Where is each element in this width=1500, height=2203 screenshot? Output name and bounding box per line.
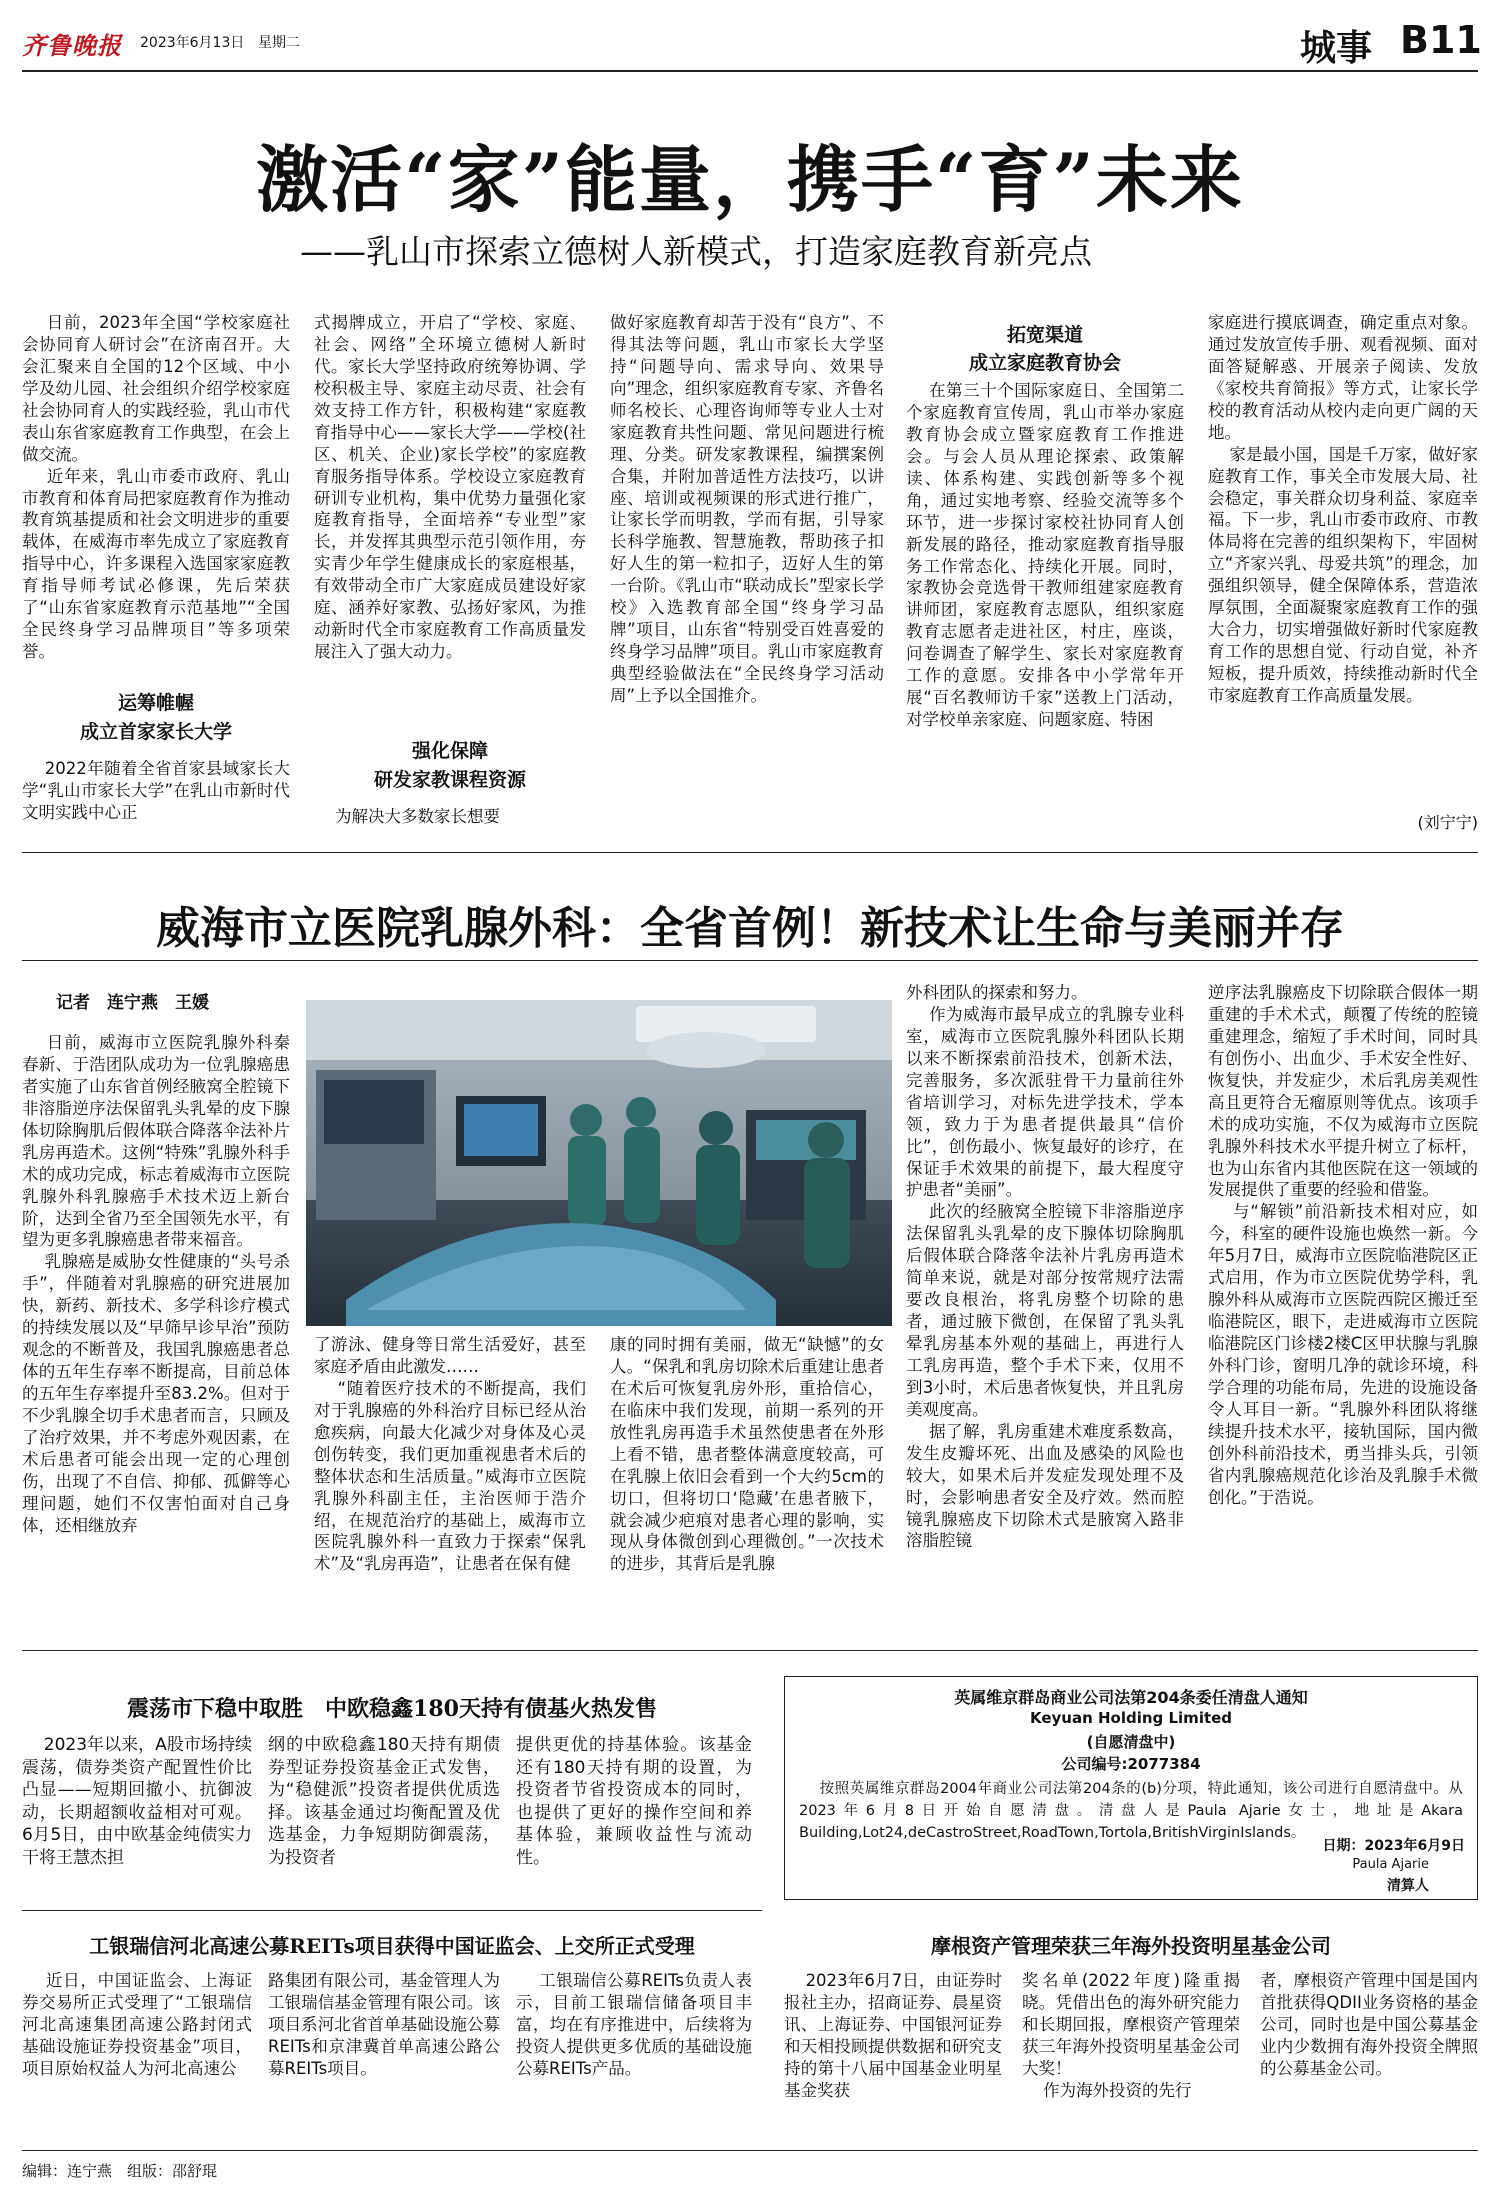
article4-col3: 工银瑞信公募REITs负责人表示，目前工银瑞信储备项目丰富，均在有序推进中，后续将为投资人提供更多优质的基础设施公募REITs产品。 — [516, 1971, 752, 2078]
article1-col1-head1: 运筹帷幄 — [117, 692, 194, 714]
article1-col4-head1: 拓宽渠道 — [1006, 324, 1083, 346]
article1-col5: 家庭进行摸底调查，确定重点对象。通过发放宣传手册、观看视频、面对面答疑解惑、开展亲子阅读、发放《家校共育简报》等方式，让家长学校的教育活动从校内走向更广阔的天地。 家是最小国，国是千万家，做好家庭教育工作，事关全市发展大局、社会稳定，事关群众切身利益、家庭幸福。下一步，乳山市委市政府、市教体局将在完善的组织架构下，牢固树立“齐家兴乳、母爱共筑”的理念，加强组织领导，健全保障体系，营造浓厚氛围，全面凝聚家庭教育工作的强大合力，切实增强做好新时代家庭教育工作的思想自觉、行动自觉，补齐短板，提升质效，持续推动新时代全市家庭教育工作高质量发展。 — [1208, 313, 1478, 705]
article1-byline: (刘宁宁) — [1417, 813, 1478, 832]
article2-col4: 外科团队的探索和努力。 作为威海市最早成立的乳腺专业科室，威海市立医院乳腺外科团队长期以来不断探索前沿技术，创新术法，完善服务，多次派驻骨干力量前往外省培训学习，对标先进学技术，学本领，致力于为患者提供最具“信价比”，创伤最小、恢复最好的诊疗，在保证手术效果的前提下，最大程度守护患者“美丽”。 此次的经腋窝全腔镜下非溶脂逆序法保留乳头乳晕的皮下腺体切除胸肌后假体联合降落伞法补片乳房再造术简单来说，就是对部分按常规疗法需要改良根治，将乳房整个切除的患者，通过腋下微创，在保留了乳头乳晕乳房基本外观的基础上，再进行人工乳房再造，整个手术下来，仅用不到3小时，术后患者恢复快，并且乳房美观度高。 据了解，乳房重建术难度系数高，发生皮瓣坏死、出血及感染的风险也较大，如果术后并发症发现处理不及时，会影响患者安全及疗效。然而腔镜乳腺癌皮下切除术式是腋窝入路非溶脂腔镜 — [906, 983, 1184, 1551]
masthead-rule — [22, 70, 1478, 72]
notice-signer: Paula Ajarie — [1352, 1857, 1429, 1872]
page-number: B11 — [1400, 18, 1482, 62]
article4-title: 工银瑞信河北高速公募REITs项目获得中国证监会、上交所正式受理 — [89, 1934, 695, 1958]
article1-bottom-rule — [22, 852, 1478, 853]
notice-title: 英属维京群岛商业公司法第204条委任清盘人通知 — [954, 1688, 1308, 1707]
footer-editors: 编辑：连宁燕 组版：邵舒琨 — [22, 2162, 218, 2180]
article1-col2-b: 为解决大多数家长想要 — [314, 807, 500, 826]
notice-code: 公司编号:2077384 — [1061, 1755, 1201, 1773]
article2-col1: 日前，威海市立医院乳腺外科秦春新、于浩团队成功为一位乳腺癌患者实施了山东省首例经腋窝全腔镜下非溶脂逆序法保留乳头乳晕的皮下腺体切除胸肌后假体联合降落伞法补片乳房再造术。这例“特殊”乳腺外科手术的成功完成，标志着威海市立医院乳腺外科乳腺癌手术技术迈上新台阶，达到全省乃至全国领先水平，有望为更多乳腺癌患者带来福音。 乳腺癌是威胁女性健康的“头号杀手”，伴随着对乳腺癌的研究进展加快，新药、新技术、多学科诊疗模式的持续发展以及“早筛早诊早治”预防观念的不断普及，我国乳腺癌患者总体的五年生存率不断提高，目前总体的五年生存率提升至83.2%。但对于不少乳腺全切手术患者而言，只顾及了治疗效果，并不考虑外观因素，在术后患者可能会出现一定的心理创伤，出现了不自信、抑郁、孤僻等心理问题，她们不仅害怕面对自己身体，还相继放弃 — [22, 1033, 290, 1535]
article2-col2: 了游泳、健身等日常生活爱好，甚至家庭矛盾由此激发…… “随着医疗技术的不断提高，我们对于乳腺癌的外科治疗目标已经从治愈疾病，向最大化减少对身体及心灵创伤转变，我们更加重视患者术后的整体状态和生活质量。”威海市立医院乳腺外科副主任，主治医师于浩介绍，在规范治疗的基础上，威海市立医院乳腺外科一直致力于探索“保乳术”及“乳房再造”，让患者在保有健 — [314, 1335, 586, 1574]
article1-title: 激活“家”能量，携手“育”未来 — [256, 137, 1244, 222]
article3-title: 震荡市下稳中取胜 中欧稳鑫180天持有债基火热发售 — [127, 1696, 657, 1722]
article2-title: 威海市立医院乳腺外科：全省首例！新技术让生命与美丽并存 — [156, 903, 1344, 954]
article3-col3: 提供更优的持基体验。该基金还有180天持有期的设置，为投资者节省投资成本的同时，也提供了更好的操作空间和养基体验，兼顾收益性与流动性。 — [516, 1735, 752, 1869]
issue-weekday: 星期二 — [258, 35, 300, 51]
article1-col2-head2: 研发家教课程资源 — [373, 769, 526, 791]
article1-col2-head1: 强化保障 — [411, 740, 488, 762]
article5-col1: 2023年6月7日，由证券时报社主办，招商证券、晨星资讯、上海证券、中国银河证券和天相投顾提供数据和研究支持的第十八届中国基金业明星基金奖获 — [784, 1971, 1002, 2100]
article1-col4-head2: 成立家庭教育协会 — [968, 352, 1121, 374]
issue-date: 2023年6月13日 — [140, 35, 245, 51]
footer-rule — [22, 2150, 1478, 2151]
notice-status: (自愿清盘中) — [1086, 1733, 1176, 1751]
article5-title: 摩根资产管理荣获三年海外投资明星基金公司 — [931, 1934, 1331, 1958]
article3-col2: 纲的中欧稳鑫180天持有期债券型证券投资基金正式发售，为“稳健派”投资者提供优质选择。该基金通过均衡配置及优选基金，力争短期防御震荡，为投资者 — [268, 1735, 500, 1869]
article2-title-rule — [22, 960, 1478, 961]
surgery-photo — [306, 1000, 892, 1326]
operating-room-illustration — [306, 1000, 892, 1326]
article3-bottom-rule — [22, 1910, 762, 1911]
article2-bottom-rule — [22, 1650, 1478, 1651]
notice-company-en: Keyuan Holding Limited — [1029, 1709, 1233, 1727]
article2-reporter: 记者 连宁燕 王媛 — [56, 993, 209, 1013]
article1-col4: 在第三十个国际家庭日、全国第二个家庭教育宣传周，乳山市举办家庭教育协会成立暨家庭教育工作推进会。与会人员从理论探索、政策解读、体系构建、实践创新等多个视角，通过实地考察、经验交流等多个环节，进一步探讨家校社协同育人创新发展的路径，推动家庭教育指导服务工作常态化、持续化开展。同时，家教协会竞选骨干教师组建家庭教育讲师团，家庭教育志愿队，组织家庭教育志愿者走进社区，村庄，座谈，问卷调查了解学生、家长对家庭教育工作的意愿。安排各中小学常年开展“百名教师访千家”送教上门活动，对学校单亲家庭、问题家庭、特困 — [906, 381, 1184, 730]
notice-date: 日期：2023年6月9日 — [1322, 1838, 1465, 1854]
article4-col1: 近日，中国证监会、上海证券交易所正式受理了“工银瑞信河北高速集团高速公路封闭式基础设施证券投资基金”项目，项目原始权益人为河北高速公 — [22, 1971, 252, 2078]
article5-col2: 奖名单(2022年度)隆重揭晓。凭借出色的海外研究能力和长期回报，摩根资产管理荣获三年海外投资明星基金公司大奖！ 作为海外投资的先行 — [1022, 1971, 1240, 2100]
article1-col1-b: 2022年随着全省首家县域家长大学“乳山市家长大学”在乳山市新时代文明实践中心正 — [22, 759, 290, 822]
article1-col1: 日前，2023年全国“学校家庭社会协同育人研讨会”在济南召开。大会汇聚来自全国的12个区域、中小学及幼儿园、社会组织介绍学校家庭社会协同育人的实践经验，乳山市代表山东省家庭教育工作典型，在会上做交流。 近年来，乳山市委市政府、乳山市教育和体育局把家庭教育作为推动教育筑基提质和社会文明进步的重要载体，在威海市率先成立了家庭教育指导中心，许多课程入选国家家庭教育指导师考试必修课，先后荣获了“山东省家庭教育示范基地”“全国全民终身学习品牌项目”等多项荣誉。 — [22, 313, 290, 662]
article4-col2: 路集团有限公司，基金管理人为工银瑞信基金管理有限公司。该项目系河北省首单基础设施公募REITs和京津冀首单高速公路公募REITs项目。 — [268, 1971, 500, 2078]
masthead — [22, 18, 1482, 74]
article2-col5: 逆序法乳腺癌皮下切除联合假体一期重建的手术术式，颠覆了传统的腔镜重建理念，缩短了手术时间，同时具有创伤小、出血少、手术安全性好、恢复快，并发症少，术后乳房美观性高且更符合无瘤原则等优点。该项手术的成功实施，不仅为威海市立医院乳腺外科技术水平提升树立了标杆，也为山东省内其他医院在这一领域的发展提供了重要的经验和借鉴。 与“解锁”前沿新技术相对应，如今，科室的硬件设施也焕然一新。今年5月7日，威海市立医院临港院区正式启用，作为市立医院优势学科，乳腺外科从威海市立医院西院区搬迁至临港院区，眼下，走进威海市立医院临港院区门诊楼2楼C区甲状腺与乳腺外科门诊，窗明几净的就诊环境，科学合理的功能布局，先进的设施设备令人耳目一新。“乳腺外科团队将继续提升技术水平，接轨国际，国内微创外科前沿技术，勇当排头兵，引领省内乳腺癌规范化诊治及乳腺手术微创化。”于浩说。 — [1208, 983, 1478, 1507]
liquidation-notice — [784, 1676, 1478, 1900]
article1-col2: 式揭牌成立，开启了“学校、家庭、社会、网络”全环境立德树人新时代。家长大学坚持政府统筹协调、学校积极主导、家庭主动尽责、社会有效支持工作方针，积极构建“家庭教育指导中心——家长大学——学校(社区、机关、企业)家长学校”的家庭教育服务指导体系。学校设立家庭教育研训专业机构，集中优势力量强化家庭教育指导，全面培养“专业型”家长，并发挥其典型示范引领作用，夯实青少年学生健康成长的家庭根基，有效带动全市广大家庭成员建设好家庭、涵养好家教、弘扬好家风，为推动新时代全市家庭教育工作高质量发展注入了强大动力。 — [314, 313, 586, 662]
article5-col3: 者，摩根资产管理中国是国内首批获得QDII业务资格的基金公司，同时也是中国公募基金业内少数拥有海外投资全牌照的公募基金公司。 — [1260, 1971, 1478, 2078]
article2-col3: 康的同时拥有美丽，做无“缺憾”的女人。“保乳和乳房切除术后重建让患者在术后可恢复乳房外形，重拾信心，在临床中我们发现，前期一系列的开放性乳房再造手术虽然使患者在外形上看不错，患者整体满意度较高，可在乳腺上依旧会看到一个大约5cm的切口，但将切口‘隐藏’在患者腋下，就会减少疤痕对患者心理的影响，实现从身体微创到心理微创。”一次技术的进步，其背后是乳腺 — [610, 1335, 884, 1574]
notice-signer-role: 清算人 — [1387, 1878, 1429, 1894]
notice-body: 按照英属维京群岛2004年商业公司法第204条的(b)分项，特此通知，该公司进行自愿清盘中。从2023年6月8日开始自愿清盘。清盘人是Paula Ajarie女士，地址是Akara Building,Lot24,deCastroStreet,RoadTown,Tortola,BritishVirginIslands。 — [799, 1781, 1468, 1841]
article1-subtitle: ——乳山市探索立德树人新模式，打造家庭教育新亮点 — [300, 232, 1092, 271]
article1-col1-head2: 成立首家家长大学 — [79, 721, 232, 743]
section-name: 城事 — [1300, 27, 1373, 69]
newspaper-logo: 齐鲁晚报 — [22, 31, 122, 60]
article1-col3: 做好家庭教育却苦于没有“良方”、不得其法等问题，乳山市家长大学坚持“问题导向、需求导向、效果导向”理念，组织家庭教育专家、齐鲁名师名校长、心理咨询师等专业人士对家庭教育共性问题、常见问题进行梳理、分类。研发家教课程，编撰案例合集，并附加普适性方法技巧，以讲座、培训或视频课的形式进行推广，让家长学而明教，学而有据，引导家长科学施教、智慧施教，帮助孩子扣好人生的第一粒扣子，迈好人生的第一台阶。《乳山市“联动成长”型家长学校》入选教育部全国“终身学习品牌”项目，山东省“特别受百姓喜爱的终身学习品牌”项目。乳山市家庭教育典型经验做法在“全民终身学习活动周”上予以全国推介。 — [610, 313, 884, 705]
article3-col1: 2023年以来，A股市场持续震荡，债券类资产配置性价比凸显——短期回撤小、抗御波动，长期超额收益相对可观。6月5日，由中欧基金纯债实力干将王慧杰担 — [22, 1735, 252, 1869]
